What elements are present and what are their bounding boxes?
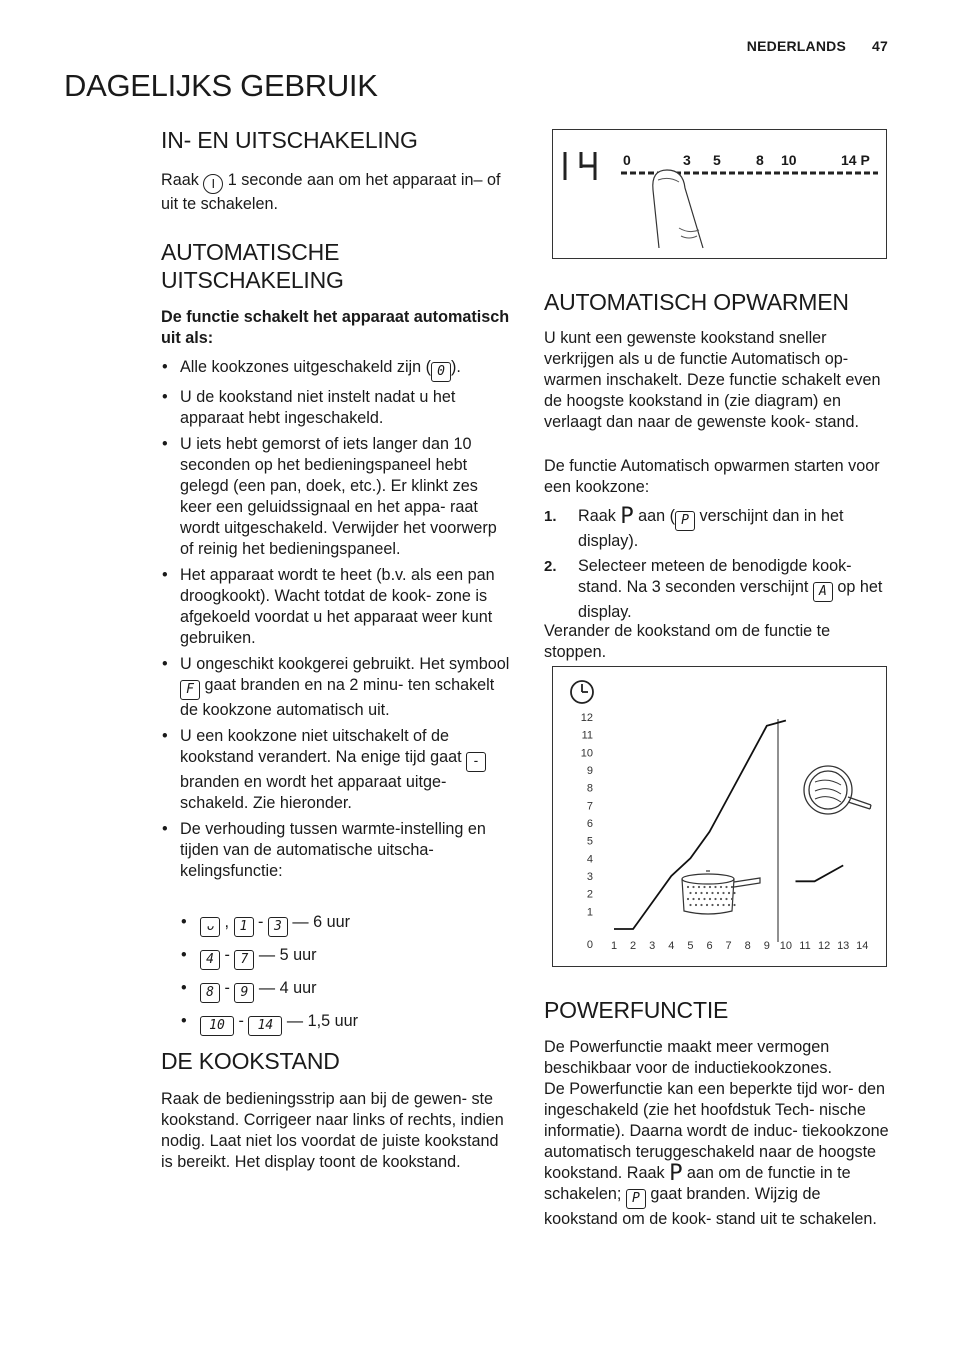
list-item: • 8 - 9 — 4 uur	[161, 978, 513, 1003]
pot-dot	[717, 892, 719, 894]
list-item: • De verhouding tussen warmte-instelling en tijden van de automatische uitscha- kelingsfunctie:	[161, 819, 513, 882]
y-tick-label: 3	[586, 871, 593, 883]
y-tick-label: 6	[586, 818, 593, 830]
strip-label: 5	[713, 152, 721, 168]
in-uit-text: Raak I 1 seconde aan om het apparaat in– of uit te schakelen.	[161, 171, 501, 213]
pot-dot	[720, 898, 722, 900]
list-item: • U een kookzone niet uitschakelt of de kookstand verandert. Na enige tijd gaat - branden en wordt het apparaat uitge- schakeld. Zie hieronder.	[161, 726, 513, 814]
page-title: DAGELIJKS GEBRUIK	[64, 68, 378, 103]
pan-icon	[804, 766, 871, 814]
timer-icon	[571, 681, 593, 703]
heading-automatische-uitschakeling: AUTOMATISCHE UITSCHAKELING	[161, 239, 344, 293]
strip-label: 3	[683, 152, 691, 168]
y-tick-label: 1	[586, 906, 593, 919]
dash-symbol-icon: -	[466, 752, 486, 772]
x-tick-label: 10	[779, 940, 793, 952]
x-tick-label: 14	[856, 940, 869, 952]
opwarmen-steps	[544, 506, 896, 627]
pot-dot	[695, 904, 697, 906]
heading-in-uitschakeling: IN- EN UITSCHAKELING	[161, 127, 418, 153]
series-line-1	[614, 721, 786, 930]
power-p1: De Powerfunctie maakt meer vermogen beschikbaar voor de inductiekookzones.	[544, 1038, 832, 1077]
pot-dot	[714, 886, 716, 888]
y-tick-label: 10	[580, 747, 593, 760]
opwarmen-p3: Verander de kookstand om de functie te stoppen.	[544, 622, 831, 661]
list-item: • ᴗ , 1 - 3 — 6 uur	[161, 912, 513, 937]
y-tick-label: 9	[586, 765, 593, 777]
page-number: 47	[872, 38, 888, 54]
x-tick-label: 12	[817, 940, 831, 952]
kookstand-text: Raak de bedieningsstrip aan bij de gewen- ste kookstand. Corrigeer naar links of rechts, indien nodig. Laat niet los voordat de juiste kookstand is bereikt. Het display toont de kookstand.	[161, 1090, 504, 1171]
y-tick-label: 5	[586, 835, 593, 848]
pot-dot	[731, 898, 733, 900]
x-tick-label: 1	[610, 940, 618, 952]
pot-dot	[695, 892, 697, 894]
strip-label: 10	[781, 152, 797, 168]
pot-dot	[689, 892, 691, 894]
pot-dot	[725, 898, 727, 900]
pot-dot	[722, 892, 724, 894]
pot-dot	[698, 886, 700, 888]
list-item: • U iets hebt gemorst of iets langer dan 10 seconden op het bedieningspaneel hebt gelegd (een pan, doek, etc.). Er klinkt zes keer een geluidssignaal en het appa- raat wordt uitgeschakeld. Verwijder het voorwerp of reinig het bedieningspaneel.	[161, 434, 513, 560]
power-symbol-icon: I	[203, 174, 223, 194]
pot-dots-icon	[687, 886, 736, 906]
y-tick-label: 8	[586, 782, 593, 795]
x-tick-label: 8	[744, 940, 751, 952]
f-symbol-icon: F	[180, 680, 200, 700]
y-tick-label: 2	[586, 888, 593, 901]
pot-dot	[711, 904, 713, 906]
control-strip-illustration	[553, 130, 886, 258]
page-header	[747, 38, 888, 54]
x-tick-label: 6	[706, 940, 713, 952]
language-label: NEDERLANDS	[746, 38, 847, 54]
y-tick-label: 11	[581, 729, 593, 742]
chart-svg	[553, 667, 886, 966]
strip-label: 8	[756, 152, 764, 168]
x-tick-label: 5	[687, 940, 694, 952]
pot-dot	[698, 898, 700, 900]
pot-dot	[709, 898, 711, 900]
x-tick-label: 2	[630, 940, 637, 952]
pot-dot	[728, 904, 730, 906]
y-tick-label: 7	[586, 800, 593, 813]
list-item: • U de kookstand niet instelt nadat u het apparaat hebt ingeschakeld.	[161, 387, 513, 429]
auto-off-list	[161, 357, 513, 887]
pot-dot	[700, 892, 702, 894]
list-item: • U ongeschikt kookgerei gebruikt. Het symbool F gaat branden en na 2 minu- ten schakelt de kookzone automatisch uit.	[161, 654, 513, 721]
pot-dot	[731, 886, 733, 888]
pot-dot	[720, 886, 722, 888]
pot-dot	[733, 892, 735, 894]
pot-dot	[687, 886, 689, 888]
pot-dot	[733, 904, 735, 906]
pot-dot	[703, 898, 705, 900]
pot-dot	[722, 904, 724, 906]
p-symbol-icon: P	[626, 1189, 646, 1209]
display-digits-icon	[565, 152, 595, 180]
pot-dot	[692, 886, 694, 888]
x-tick-label: 4	[668, 940, 675, 952]
y-tick-label: 12	[580, 712, 593, 724]
pot-dot	[725, 886, 727, 888]
series-line-2	[796, 865, 844, 881]
x-tick-label: 7	[725, 940, 732, 952]
opwarmen-p1: U kunt een gewenste kookstand sneller verkrijgen als u de functie Automatisch op- warmen inschakelt. Deze functie schakelt even de hoogste kookstand in (zie diagram) en verlaagt dan naar de gewenste kook- stand.	[544, 329, 881, 431]
auto-off-intro: De functie schakelt het apparaat automatisch uit als:	[161, 308, 510, 347]
list-item: • Alle kookzones uitgeschakeld zijn ( 0 ).	[161, 357, 513, 382]
x-tick-label: 3	[649, 940, 656, 952]
pot-dot	[709, 886, 711, 888]
pot-icon	[682, 871, 760, 914]
heating-chart	[552, 666, 887, 967]
list-item: • 10 - 14 — 1,5 uur	[161, 1011, 513, 1036]
y-tick-label: 0	[586, 939, 593, 951]
pot-dot	[689, 904, 691, 906]
list-item: • Het apparaat wordt te heet (b.v. als een pan droogkookt). Wacht totdat de kook- zone is afgekoeld voordat u het apparaat weer kunt gebruiken.	[161, 565, 513, 649]
y-tick-label: 4	[586, 853, 593, 866]
pot-dot	[692, 898, 694, 900]
strip-label: 0	[623, 152, 631, 168]
list-item: 1. Raak P aan ( P verschijnt dan in het display).	[544, 504, 844, 550]
list-item: • 4 - 7 — 5 uur	[161, 945, 513, 970]
pot-dot	[706, 892, 708, 894]
heading-de-kookstand: DE KOOKSTAND	[161, 1048, 340, 1074]
pot-dot	[706, 904, 708, 906]
opwarmen-p2: De functie Automatisch opwarmen starten voor een kookzone:	[544, 457, 880, 496]
strip-label: 14 P	[841, 152, 870, 168]
pot-dot	[714, 898, 716, 900]
auto-off-times	[161, 912, 513, 1044]
x-tick-label: 9	[763, 940, 770, 952]
pot-dot	[687, 898, 689, 900]
pot-dot	[711, 892, 713, 894]
x-tick-label: 11	[799, 940, 811, 952]
pot-dot	[700, 904, 702, 906]
heading-automatisch-opwarmen: AUTOMATISCH OPWARMEN	[544, 289, 849, 315]
heading-powerfunctie: POWERFUNCTIE	[544, 997, 729, 1023]
p-key-icon: P	[669, 1161, 683, 1186]
pot-dot	[728, 892, 730, 894]
zero-symbol-icon: 0	[431, 362, 451, 382]
list-item: 2. Selecteer meteen de benodigde kook- stand. Na 3 seconden verschijnt A op het display.	[544, 557, 883, 621]
p-key-icon: P	[620, 504, 634, 529]
power-p2: De Powerfunctie kan een beperkte tijd wor- den ingeschakeld (zie het hoofdstuk Tech- nische informatie). Daarna wordt de induc- tiekookzone automatisch teruggeschakeld naar de hoogste kookstand. Raak P aan om de functie in te schakelen; P gaat branden. Wijzig de kookstand om de kook- stand uit te schakelen.	[544, 1080, 889, 1228]
display-figure	[552, 129, 887, 259]
a-symbol-icon: A	[813, 582, 833, 602]
p-symbol-icon: P	[675, 511, 695, 531]
pot-dot	[703, 886, 705, 888]
pot-dot	[717, 904, 719, 906]
x-tick-label: 13	[837, 940, 850, 952]
